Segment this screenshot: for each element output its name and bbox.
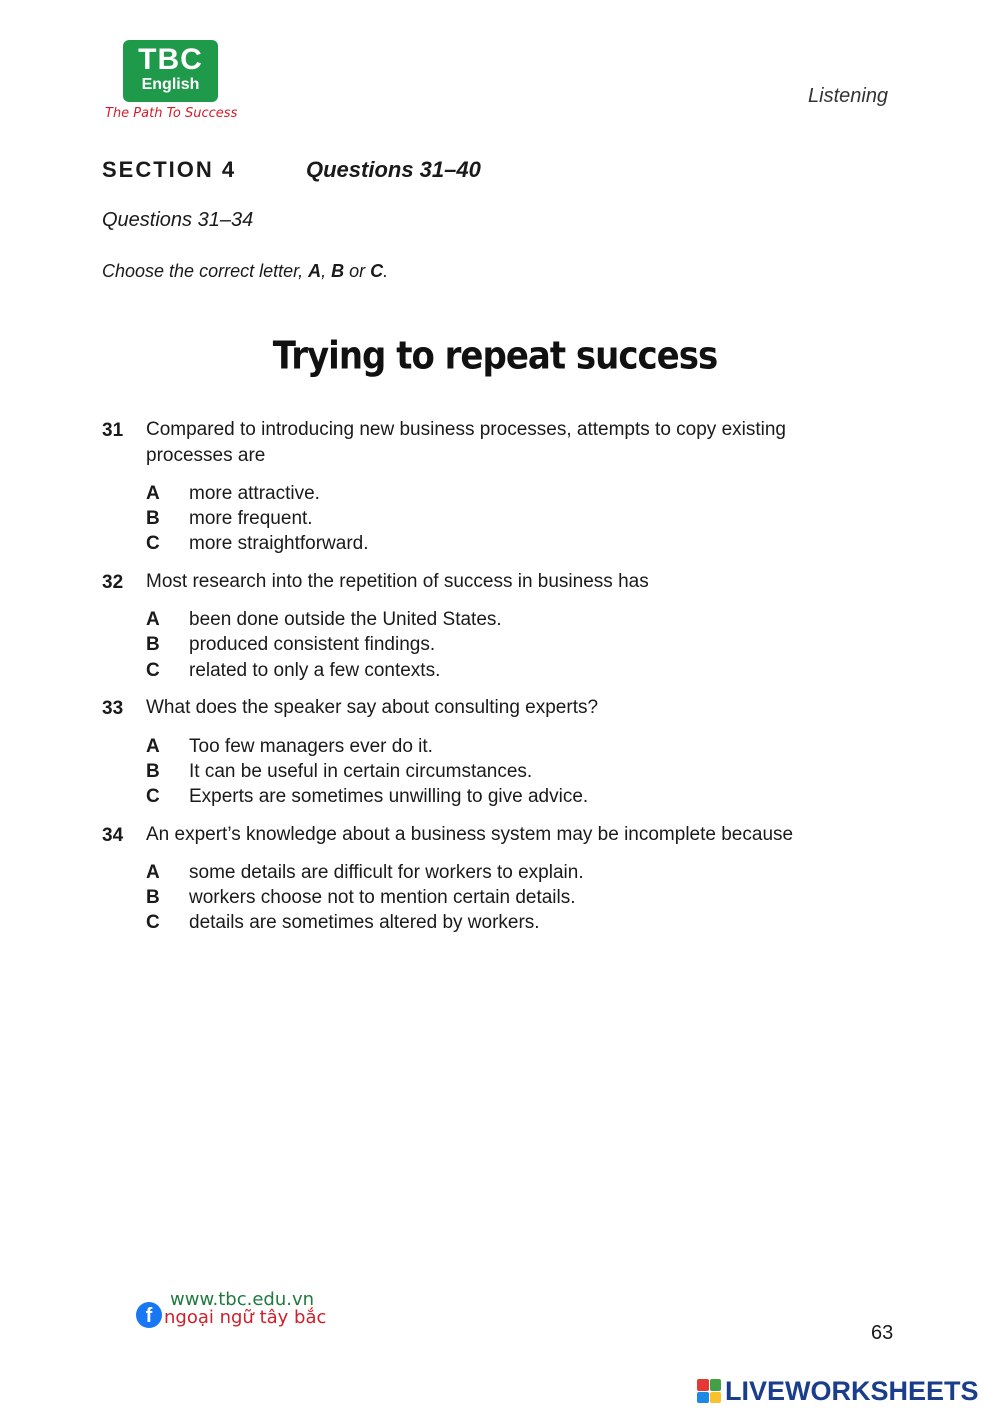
option-letter: C xyxy=(146,533,160,554)
logo-title: TBC xyxy=(138,43,203,76)
question-number: 34 xyxy=(102,825,124,846)
instruction: Choose the correct letter, A, B or C. xyxy=(102,261,389,281)
option-text: more straightforward. xyxy=(189,533,369,554)
page-number: 63 xyxy=(871,1322,894,1344)
liveworksheets-icon xyxy=(697,1379,721,1403)
option-letter: B xyxy=(146,761,160,782)
liveworksheets-watermark xyxy=(697,1374,979,1408)
option-text: Experts are sometimes unwilling to give advice. xyxy=(189,786,589,807)
option-letter: B xyxy=(146,508,160,529)
skill-label: Listening xyxy=(808,85,889,107)
logo-tagline: The Path To Success xyxy=(105,106,238,121)
question-text: Most research into the repetition of success in business has xyxy=(146,571,649,592)
page-title: Trying to repeat success xyxy=(272,333,718,379)
option-text: more attractive. xyxy=(189,483,320,504)
question-text: An expert’s knowledge about a business system may be incomplete because xyxy=(146,824,794,845)
option-text: workers choose not to mention certain details. xyxy=(189,887,576,908)
question-number: 33 xyxy=(102,698,124,719)
facebook-icon: f xyxy=(136,1302,162,1328)
question-text: What does the speaker say about consulting experts? xyxy=(146,697,599,718)
question-number: 32 xyxy=(102,572,124,593)
option-text: details are sometimes altered by workers. xyxy=(189,912,540,933)
option-text: some details are difficult for workers to explain. xyxy=(189,862,584,883)
tbc-logo xyxy=(123,40,218,102)
option-text: related to only a few contexts. xyxy=(189,660,441,681)
option-text: more frequent. xyxy=(189,508,313,529)
option-letter: A xyxy=(146,736,160,757)
website-link[interactable]: www.tbc.edu.vn xyxy=(170,1289,315,1310)
option-letter: A xyxy=(146,609,160,630)
option-text: produced consistent findings. xyxy=(189,634,436,655)
option-letter: C xyxy=(146,786,160,807)
liveworksheets-text: LIVEWORKSHEETS xyxy=(725,1375,979,1406)
facebook-link[interactable]: ngoại ngữ tây bắc xyxy=(164,1307,327,1328)
question-number: 31 xyxy=(102,420,124,441)
option-text: been done outside the United States. xyxy=(189,609,502,630)
subsection-range: Questions 31–34 xyxy=(102,209,254,231)
option-letter: B xyxy=(146,634,160,655)
option-letter: C xyxy=(146,912,160,933)
section-range: Questions 31–40 xyxy=(306,157,481,182)
option-letter: A xyxy=(146,862,160,883)
logo-subtitle: English xyxy=(141,76,200,93)
option-text: It can be useful in certain circumstances. xyxy=(189,761,533,782)
option-letter: C xyxy=(146,660,160,681)
section-label: SECTION 4 xyxy=(102,157,237,182)
option-letter: B xyxy=(146,887,160,908)
option-letter: A xyxy=(146,483,160,504)
option-text: Too few managers ever do it. xyxy=(189,736,433,757)
question-text: Compared to introducing new business processes, attempts to copy existing processes are xyxy=(146,419,786,466)
